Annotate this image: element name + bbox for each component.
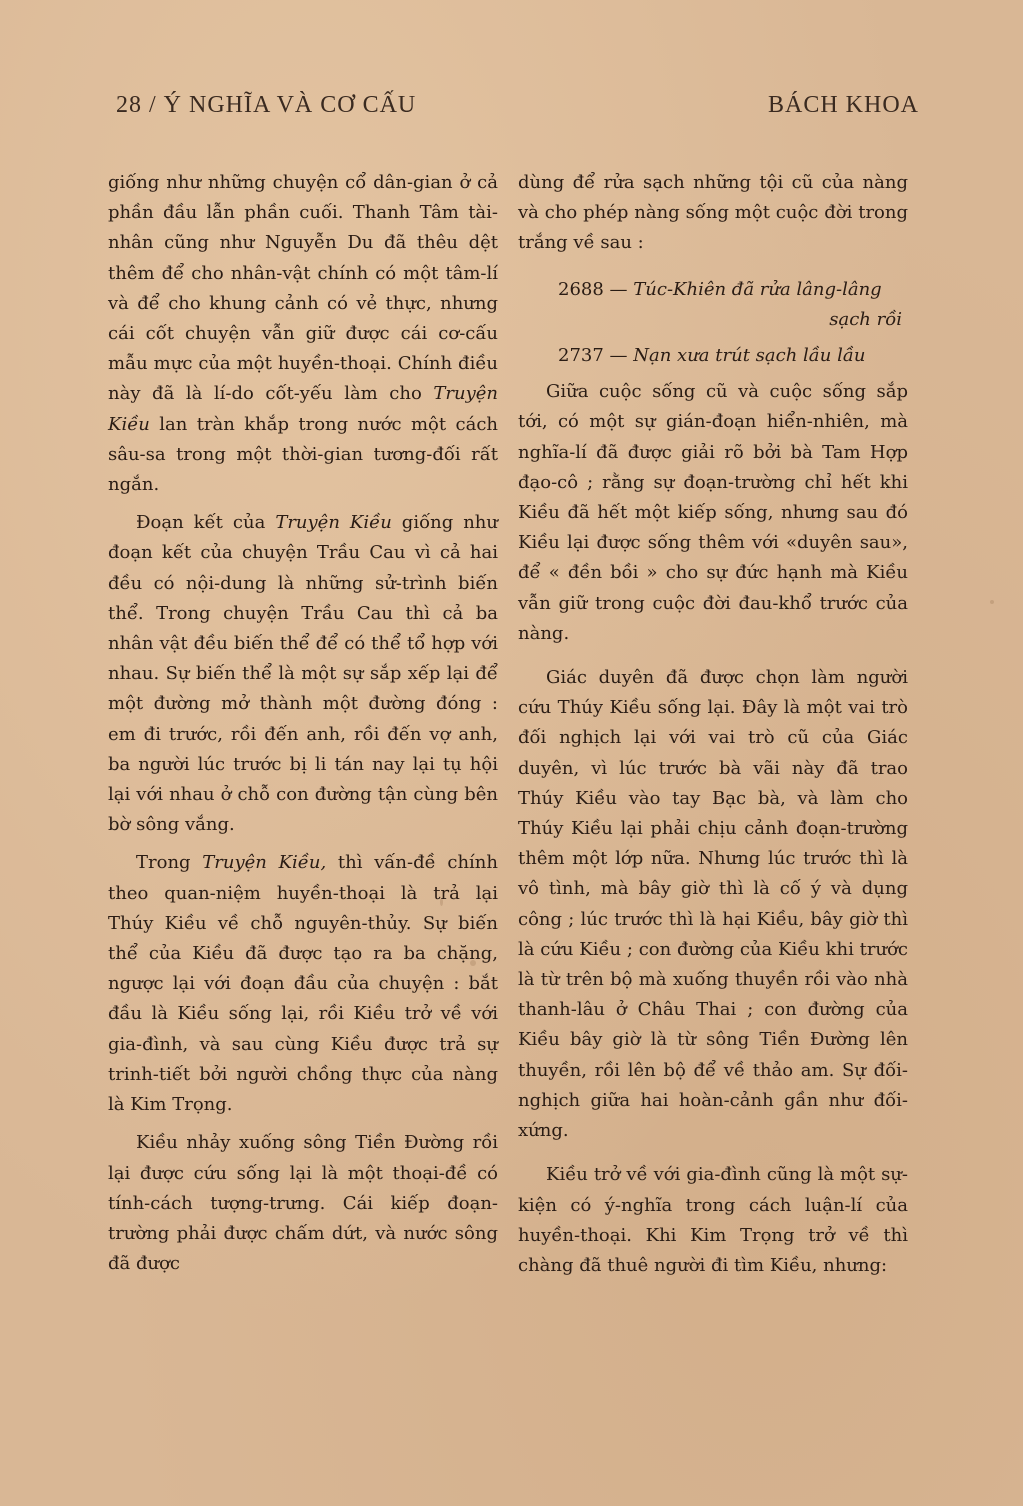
verse-2688 (518, 275, 908, 335)
left-paragraph-1 (108, 168, 498, 500)
paper-spot (440, 898, 443, 906)
verse-2688-number: 2688 — (558, 278, 628, 300)
verse-2688-continuation: sạch rồi (829, 308, 902, 330)
left-paragraph-3 (108, 848, 498, 1120)
verse-2737-number: 2737 — (558, 345, 628, 367)
left-p1-text: giống như những chuyện cổ dân-gian ở cả phần đầu lẫn phần cuối. Thanh Tâm tài-nhân cũng như Nguyễn Du đã thêu dệt thêm để cho nhân-vật chính có một tâm-lí và để cho khung cảnh có vẻ thực, nhưng cái cốt chuyện vẫn giữ được cái cơ-cấu mẫu mực của một huyền-thoại. Chính điều này đã là lí-do cốt-yếu làm cho (108, 172, 498, 405)
right-paragraph-1: dùng để rửa sạch những tội cũ của nàng và cho phép nàng sống một cuộc đời trong trắng về sau : (518, 172, 908, 254)
right-paragraph-4: Kiều trở về với gia-đình cũng là một sự-kiện có ý-nghĩa trong cách luận-lí của huyền-thoại. Khi Kim Trọng trở về thì chàng đã thuê người đi tìm Kiều, nhưng: (518, 1164, 908, 1276)
left-p3-title: Truyện Kiều, (202, 852, 327, 874)
right-paragraph-2: Giữa cuộc sống cũ và cuộc sống sắp tới, có một sự gián-đoạn hiển-nhiên, mà nghĩa-lí đã được giải rõ bởi bà Tam Hợp đạo-cô ; rằng sự đoạn-trường chỉ hết khi Kiều đã hết một kiếp sống, nhưng sau đó Kiều lại được sống thêm với «duyên sau», để « đền bồi » cho sự đức hạnh mà Kiều vẫn giữ trong cuộc đời đau-khổ trước của nàng. (518, 381, 908, 644)
paper-spot (470, 960, 476, 966)
verse-2737-text: Nạn xưa trút sạch lầu lầu (633, 345, 866, 367)
left-p1-title: Truyện Kiều (108, 383, 498, 435)
verse-2737 (518, 341, 908, 371)
verse-2688-text: Túc-Khiên đã rửa lâng-lâng (633, 278, 882, 300)
left-p3-start: Trong (136, 852, 203, 874)
left-paragraph-2 (108, 508, 498, 840)
paper-spot (990, 600, 994, 604)
left-p2-start: Đoạn kết của (136, 512, 276, 534)
left-p3-end: thì vấn-đề chính theo quan-niệm huyền-thoại là trả lại Thúy Kiều về chỗ nguyên-thủy. Sự biến thể của Kiều đã được tạo ra ba chặng, ngược lại với đoạn đầu của chuyện : bắt đầu là Kiều sống lại, rồi Kiều trở về với gia-đình, và sau cùng Kiều được trả sự trinh-tiết bởi người chồng thực của nàng là Kim Trọng. (108, 852, 498, 1116)
left-p1-end: lan tràn khắp trong nước một cách sâu-sa trong một thời-gian tương-đối rất ngắn. (108, 413, 498, 496)
page-header-right: BÁCH KHOA (767, 92, 919, 118)
right-column (518, 168, 908, 1289)
left-p2-title: Truyện Kiều (275, 512, 392, 534)
right-paragraph-3: Giác duyên đã được chọn làm người cứu Thúy Kiều sống lại. Đây là một vai trò đối nghịch lại với vai trò cũ của Giác duyên, vì lúc trước bà vãi này đã trao Thúy Kiều vào tay Bạc bà, và làm cho Thúy Kiều lại phải chịu cảnh đoạn-trường thêm một lớp nữa. Nhưng lúc trước thì là vô tình, mà bây giờ thì là cố ý và dụng công ; lúc trước thì là hại Kiều, bây giờ thì là cứu Kiều ; con đường của Kiều khi trước là từ trên bộ mà xuống thuyền rồi vào nhà thanh-lâu ở Châu Thai ; con đường của Kiều bây giờ là từ sông Tiền Đường lên thuyền, rồi lên bộ để về thảo am. Sự đối-nghịch giữa hai hoàn-cảnh gần như đối-xứng. (518, 667, 908, 1142)
left-p2-end: giống như đoạn kết của chuyện Trầu Cau vì cả hai đều có nội-dung là những sử-trình biến thể. Trong chuyện Trầu Cau thì cả ba nhân vật đều biến thể để có thể tổ hợp với nhau. Sự biến thể là một sự sắp xếp lại để một đường mở thành một đường đóng : em đi trước, rồi đến anh, rồi đến vợ anh, ba người lúc trước bị li tán nay lại tụ hội lại với nhau ở chỗ con đường tận cùng bên bờ sông vắng. (108, 512, 498, 836)
left-column (108, 168, 498, 1287)
page-header-left: 28 / Ý NGHĨA VÀ CƠ CẤU (116, 92, 417, 118)
left-paragraph-4: Kiều nhảy xuống sông Tiền Đường rồi lại được cứu sống lại là một thoại-đề có tính-cách tượng-trưng. Cái kiếp đoạn-trường phải được chấm dứt, và nước sông đã được (108, 1132, 498, 1275)
